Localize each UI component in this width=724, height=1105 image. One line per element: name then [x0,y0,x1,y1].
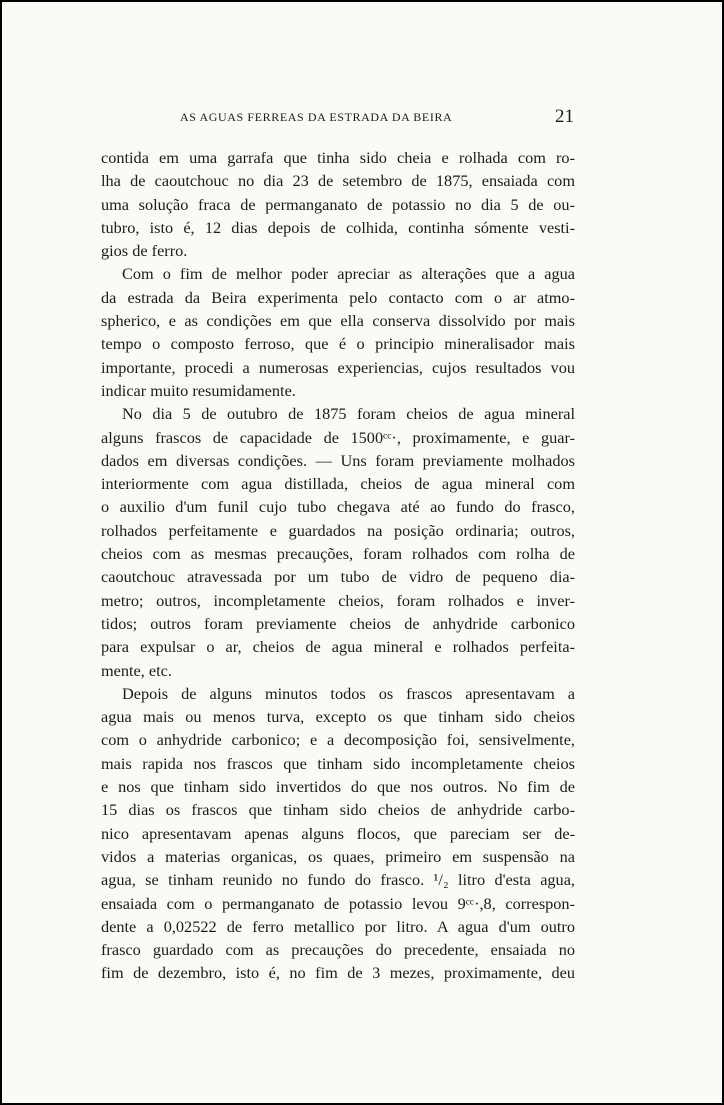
text-line: caoutchouc atravessada por um tubo de vidro de pequeno dia- [101,567,575,587]
text-line: o auxilio d'um funil cujo tubo chegava até ao fundo do frasco, [101,497,575,517]
text-line: vidos a materias organicas, os quaes, primeiro em suspensão na [101,846,575,866]
text-line: rolhados perfeitamente e guardados na posição ordinaria; outros, [101,520,575,540]
text-line: tidos; outros foram previamente cheios de anhydride carbonico [101,613,575,633]
text-line: ensaiada com o permanganato de potassio levou 9ᶜᶜ·,8, correspon- [101,893,575,913]
text-line: frasco guardado com as precauções do precedente, ensaiada no [101,940,575,960]
text-line: 15 dias os frascos que tinham sido cheios de anhydride carbo- [101,800,575,820]
text-line: gios de ferro. [101,241,188,261]
text-line: Com o fim de melhor poder apreciar as alterações que a agua [122,264,575,284]
running-head [100,106,574,130]
text-line: uma solução fraca de permanganato de potassio no dia 5 de ou- [101,194,575,214]
text-line: interiormente com agua distillada, cheios de agua mineral com [101,474,575,494]
text-line: com o anhydride carbonico; e a decomposição foi, sensivelmente, [101,730,575,750]
text-line: indicar muito resumidamente. [101,380,296,400]
text-line: alguns frascos de capacidade de 1500ᶜᶜ·, proximamente, e guar- [101,427,575,447]
text-line: agua mais ou menos turva, excepto os que tinham sido cheios [101,707,575,727]
text-line: metro; outros, incompletamente cheios, foram rolhados e inver- [101,590,575,610]
page-number: 21 [555,106,574,127]
text-line: importante, procedi a numerosas experiencias, cujos resultados vou [101,357,575,377]
text-line: dados em diversas condições. — Uns foram previamente molhados [101,450,575,470]
text-line: contida em uma garrafa que tinha sido cheia e rolhada com ro- [101,148,575,167]
text-line: Depois de alguns minutos todos os frascos apresentavam a [122,683,575,703]
text-line: da estrada da Beira experimenta pelo contacto com o ar atmo- [101,287,575,307]
body-text [101,146,575,985]
text-line: cheios com as mesmas precauções, foram rolhados com rolha de [101,544,575,564]
text-line: fim de dezembro, isto é, no fim de 3 mezes, proximamente, deu [101,963,575,983]
text-line: tempo o composto ferroso, que é o principio mineralisador mais [101,334,575,354]
running-head-title: AS AGUAS FERREAS DA ESTRADA DA BEIRA [180,110,453,124]
text-line: mente, etc. [101,660,172,680]
text-line: spherico, e as condições em que ella conserva dissolvido por mais [101,311,575,331]
text-line: tubro, isto é, 12 dias depois de colhida, continha sómente vesti- [101,217,575,237]
text-line: nico apresentavam apenas alguns flocos, que pareciam ser de- [101,823,575,843]
text-line: No dia 5 de outubro de 1875 foram cheios de agua mineral [122,404,575,424]
text-line: dente a 0,02522 de ferro metallico por litro. A agua d'um outro [101,916,575,936]
text-line: agua, se tinham reunido no fundo do frasco. ¹/₂ litro d'esta agua, [101,870,575,890]
text-line: lha de caoutchouc no dia 23 de setembro de 1875, ensaiada com [101,171,575,191]
text-line: mais rapida nos frascos que tinham sido incompletamente cheios [101,753,575,773]
text-line: e nos que tinham sido invertidos do que nos outros. No fim de [101,777,575,797]
text-line: para expulsar o ar, cheios de agua mineral e rolhados perfeita- [101,637,575,657]
